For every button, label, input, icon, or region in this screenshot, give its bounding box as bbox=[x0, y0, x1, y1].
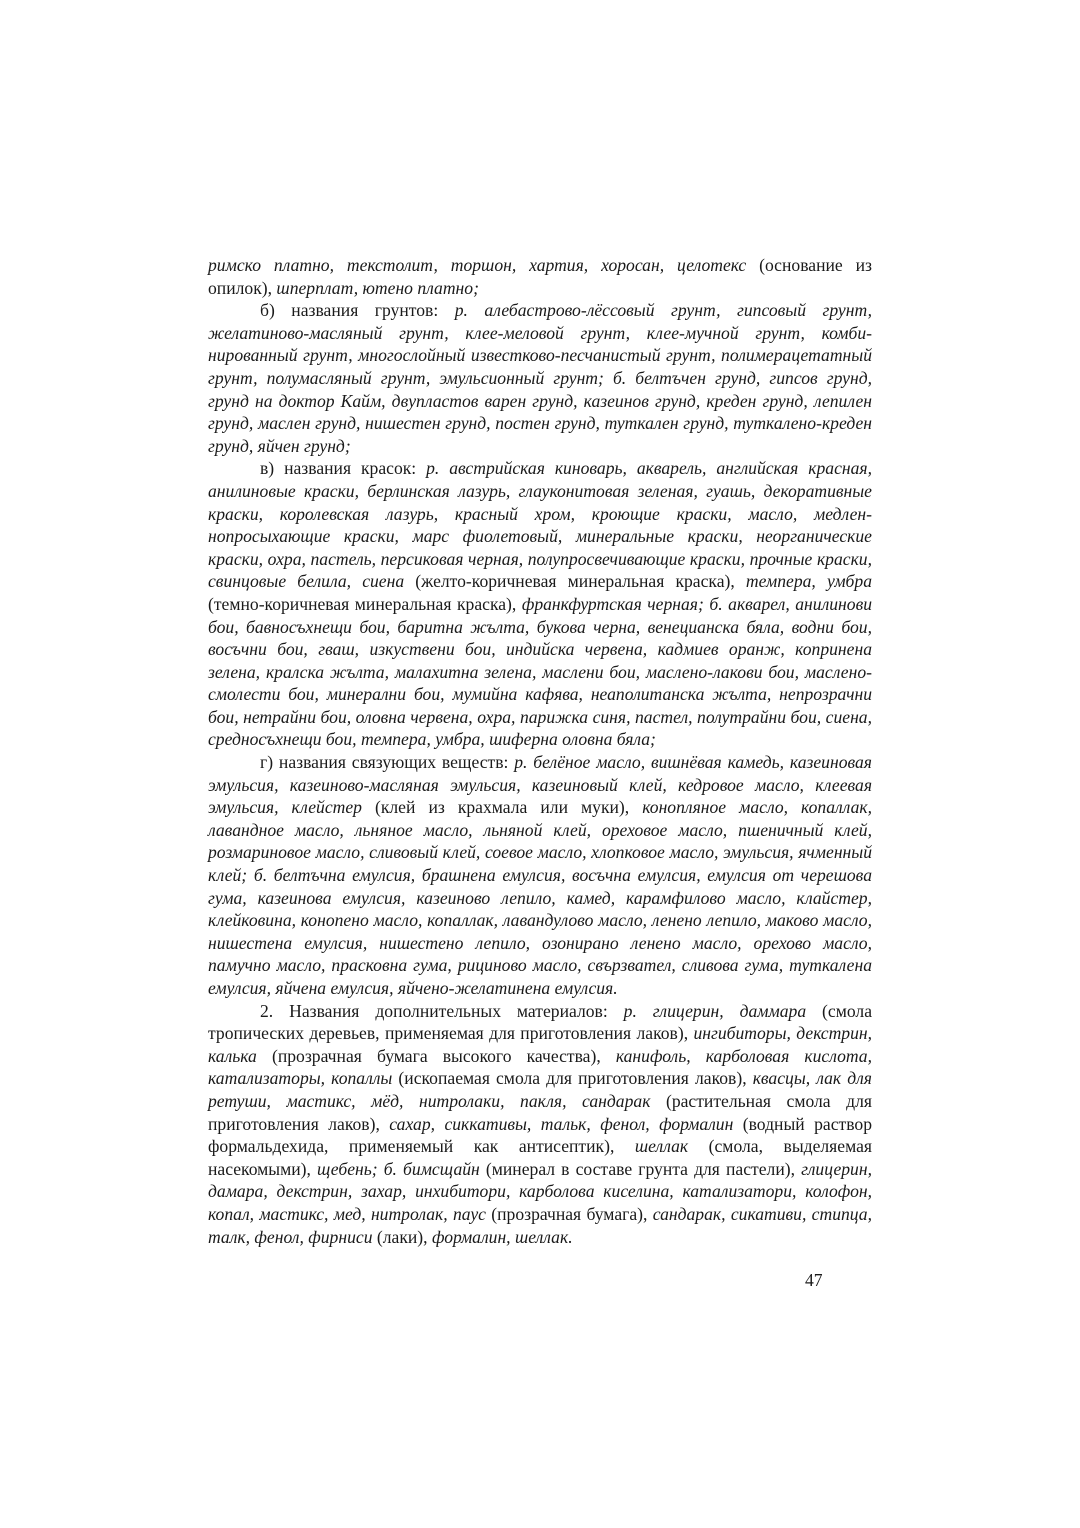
italic-text-run: франкфуртская черная; б. акварел, анилинови бои, бавносъхнещи бои, баритна жълта, букова черна, венецианска бяла, водни бои, восъчни бои, гваш, изкуствени бои, индийска червена, кадмиев оранж, копринена зелена, кралска жълта, малахитна зелена, маслени бои, маслено-лакови бои, маслено-смолести бои, минерални бои, мумийна кафява, неаполитанска жълта, непрозрачни бои, нетрайни бои, оловна червена, охра, парижка синя, пастел, полутрайни бои, сиена, средносъхнещи бои, темпера, умбра, шиферна оловна бяла; bbox=[208, 593, 873, 750]
text-run: (прозрачная бумага высокого качества), bbox=[256, 1045, 616, 1066]
italic-text-run: сандарак, сикативи, стипца, талк, фенол, фирниси bbox=[208, 1203, 872, 1247]
text-run: в) названия красок: bbox=[260, 458, 427, 479]
text-run: (водный раствор формальдехида, применяемый как антисептик), bbox=[208, 1113, 873, 1157]
text-run: (основание из опилок), bbox=[208, 255, 872, 298]
italic-text-run: шеллак bbox=[634, 1136, 689, 1157]
italic-text-run: квасцы, лак для ретуши, мастикс, мёд, нитролаки, пакля, сандарак bbox=[208, 1068, 872, 1111]
body-text bbox=[208, 254, 872, 1248]
text-run: (растительная смола для приготовления лаков), bbox=[208, 1090, 872, 1134]
italic-text-run: конопляное масло, копаллак, лавандное масло, льняное масло, льняной клей, ореховое масло, пшеничный клей, розмариновое масло, сливовый клей, соевое масло, хлопковое масло, эмульсия, ячменный клей; б. белтъчна емулсия, брашнена емулсия, восъчна емулсия, емулсия от черешова гума, казеинова емулсия, казеиново лепило, камед, карамфилово масло, клайстер, клейковина, конопено масло, копаллак, лавандулово масло, ленено лепило, маково масло, нишестена емулсия, нишестено лепило, озонирано ленено масло, орехово масло, памучно масло, прасковна гума, рициново масло, свързвател, сливова гума, туткалена емулсия, яйчена емулсия, яйчено-желатинена емулсия. bbox=[208, 797, 872, 998]
text-run: (темно-коричневая минеральная краска), bbox=[208, 593, 522, 614]
italic-text-run: шперплат, ютено платно; bbox=[276, 277, 479, 298]
text-run: г) названия связующих веществ: bbox=[260, 752, 515, 773]
text-run: (прозрачная бумага), bbox=[485, 1203, 653, 1224]
italic-text-run: ингибиторы, декстрин, калька bbox=[208, 1023, 873, 1066]
page-number: 47 bbox=[805, 1270, 823, 1290]
italic-text-run: канифоль, карболовая кислота, катализаторы, копаллы bbox=[208, 1045, 873, 1089]
italic-text-run: римско платно, текстолит, торшон, хартия, хоросан, целотекс bbox=[208, 255, 747, 275]
italic-text-run: р. белёное масло, вишнёвая камедь, казеиновая эмульсия, казеиново-масляная эмульсия, казеиновый клей, кедровое масло, клеевая эмульсия, клейстер bbox=[208, 752, 872, 818]
italic-text-run: р. глицерин, даммара bbox=[623, 1000, 807, 1021]
text-run: 2. Названия дополнительных материалов: bbox=[260, 1000, 624, 1021]
italic-text-run: формалин, шеллак. bbox=[431, 1226, 573, 1247]
italic-text-run: р. алебастрово-лёссовый грунт, гипсовый грунт, желатиново-масляный грунт, клее-меловой грунт, клее-мучной грунт, комбинированный грунт, многослойный известково-песчанистый грунт, полимерацетатный грунт, полумасляный грунт, эмульсионный грунт; б. белтъчен грунд, гипсов грунд, грунд на доктор Кайм, двупластов варен грунд, казеинов грунд, креден грунд, лепилен грунд, маслен грунд, нишестен грунд, постен грунд, туткален грунд, туткалено-креден грунд, яйчен грунд; bbox=[208, 300, 872, 456]
italic-text-run: темпера, умбра bbox=[745, 571, 872, 592]
text-run: (ископаемая смола для приготовления лаков), bbox=[392, 1068, 753, 1089]
italic-text-run: глицерин, дамара, декстрин, захар, инхибитори, карболова киселина, катализатори, колофон, копал, мастикс, мед, нитролак, паус bbox=[208, 1158, 872, 1224]
text-run: (желто-коричневая минеральная краска), bbox=[404, 571, 746, 592]
text-run: (смола, выделяемая насекомыми), bbox=[208, 1136, 872, 1179]
text-run: (смола тропических деревьев, применяемая для приготовления лаков), bbox=[208, 1000, 873, 1044]
paragraph bbox=[208, 751, 872, 1000]
paragraph bbox=[208, 1000, 872, 1249]
text-run: (клей из крахмала или муки), bbox=[361, 797, 643, 818]
text-run: б) названия грунтов: bbox=[260, 300, 455, 321]
italic-text-run: щебень; б. бимсщайн bbox=[317, 1158, 480, 1179]
text-run: (минерал в составе грунта для пастели), bbox=[479, 1158, 802, 1179]
paragraph bbox=[208, 457, 872, 751]
paragraph bbox=[208, 299, 872, 457]
paragraph bbox=[208, 254, 872, 299]
italic-text-run: сахар, сиккативы, тальк, фенол, формалин bbox=[389, 1113, 734, 1134]
italic-text-run: р. австрийская киноварь, акварель, английская красная, анилиновые краски, берлинская лазурь, глауконитовая зеленая, гуашь, декоративные краски, королевская лазурь, красный хром, кроющие краски, масло, медленнопросыхающие краски, марс фиолетовый, минеральные краски, неорганические краски, охра, пастель, персиковая черная, полупросвечивающие краски, прочные краски, свинцовые белила, сиена bbox=[208, 458, 872, 592]
text-run: (лаки), bbox=[372, 1226, 432, 1247]
